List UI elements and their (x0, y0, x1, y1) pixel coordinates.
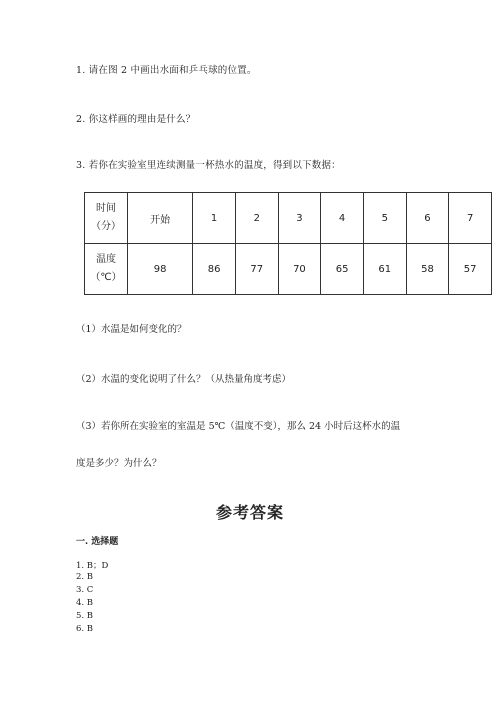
temperature-header-label: 温度 (96, 254, 116, 265)
table-cell: 57 (449, 244, 492, 295)
table-cell: 7 (449, 193, 492, 244)
question-3: 3. 若你在实验室里连续测量一杯热水的温度，得到以下数据： (76, 160, 341, 171)
temperature-header-unit: （℃） (90, 272, 122, 283)
section-heading: 一. 选择题 (76, 537, 119, 547)
table-row-temperature (85, 244, 492, 295)
table-cell: 61 (363, 244, 406, 295)
table-cell: 77 (235, 244, 278, 295)
table-cell: 70 (278, 244, 321, 295)
answer-title: 参考答案 (215, 503, 284, 522)
question-1: 1. 请在图 2 中画出水面和乒乓球的位置。 (76, 65, 257, 76)
answer-item: 6. B (76, 624, 94, 634)
subquestion-1: （1）水温是如何变化的？ (76, 324, 187, 335)
table-cell: 58 (406, 244, 449, 295)
table-cell: 6 (406, 193, 449, 244)
table-cell: 4 (321, 193, 364, 244)
table-cell: 开始 (128, 193, 193, 244)
subquestion-3-line-2: 度是多少？为什么？ (76, 458, 162, 469)
table-cell: 98 (128, 244, 193, 295)
time-header-cell (85, 193, 128, 244)
table-cell: 5 (363, 193, 406, 244)
question-2: 2. 你这样画的理由是什么？ (76, 114, 196, 125)
table-cell: 86 (193, 244, 236, 295)
answer-item: 1. B；D (76, 561, 109, 571)
answer-item: 5. B (76, 611, 94, 621)
answer-item: 4. B (76, 598, 94, 608)
table-row-time (85, 193, 492, 244)
subquestion-2: （2）水温的变化说明了什么？（从热量角度考虑） (76, 374, 292, 385)
answer-item: 3. C (76, 585, 94, 595)
answer-item: 2. B (76, 572, 94, 582)
time-header-unit: （分） (91, 221, 121, 232)
table-cell: 65 (321, 244, 364, 295)
table-cell: 1 (193, 193, 236, 244)
subquestion-3-line-1: （3）若你所在实验室的室温是 5℃（温度不变），那么 24 小时后这杯水的温 (76, 421, 401, 432)
temperature-header-cell (85, 244, 128, 295)
table-cell: 3 (278, 193, 321, 244)
table-cell: 2 (235, 193, 278, 244)
temperature-table (84, 192, 492, 295)
time-header-label: 时间 (96, 203, 116, 214)
